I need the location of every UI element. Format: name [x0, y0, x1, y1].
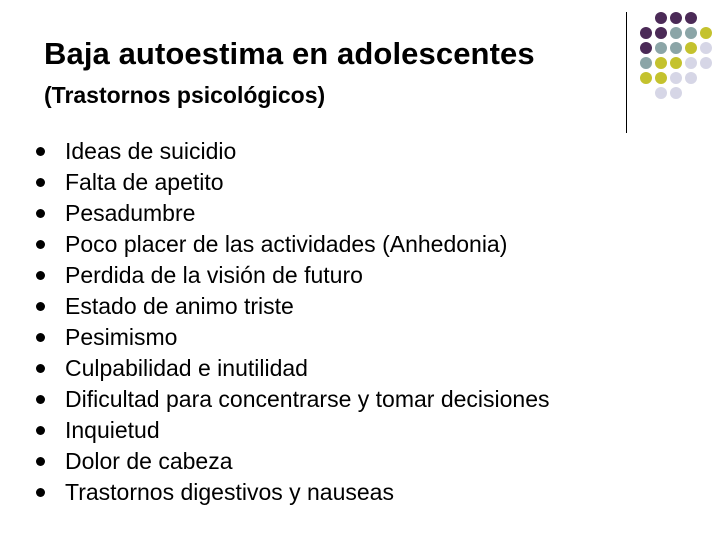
bullet-text: Poco placer de las actividades (Anhedonia): [65, 231, 508, 257]
bullet-marker: [36, 395, 45, 404]
decorative-dot: [670, 12, 682, 24]
decorative-dot: [655, 72, 667, 84]
bullet-text: Dificultad para concentrarse y tomar decisiones: [65, 386, 550, 412]
bullet-item: [36, 415, 550, 446]
bullet-text: Culpabilidad e inutilidad: [65, 355, 308, 381]
bullet-text: Estado de animo triste: [65, 293, 294, 319]
bullet-item: [36, 477, 550, 508]
bullet-marker: [36, 147, 45, 156]
bullet-item: [36, 446, 550, 477]
decorative-dot: [685, 12, 697, 24]
decorative-dot: [700, 27, 712, 39]
bullet-marker: [36, 178, 45, 187]
decorative-dot: [685, 42, 697, 54]
decorative-dot: [655, 57, 667, 69]
decorative-dot: [670, 27, 682, 39]
decorative-dot: [640, 42, 652, 54]
decorative-dot: [640, 27, 652, 39]
decorative-dot: [685, 27, 697, 39]
decorative-divider: [626, 12, 627, 133]
bullet-list: [36, 136, 550, 508]
decorative-dot: [670, 72, 682, 84]
decorative-dot: [685, 72, 697, 84]
bullet-item: [36, 322, 550, 353]
bullet-text: Dolor de cabeza: [65, 448, 233, 474]
decorative-dot: [685, 57, 697, 69]
decorative-dot: [655, 42, 667, 54]
decorative-dot: [640, 72, 652, 84]
bullet-marker: [36, 457, 45, 466]
decorative-dot: [700, 42, 712, 54]
bullet-item: [36, 167, 550, 198]
decorative-dot: [640, 57, 652, 69]
decorative-dot: [655, 87, 667, 99]
bullet-item: [36, 229, 550, 260]
bullet-marker: [36, 488, 45, 497]
bullet-item: [36, 136, 550, 167]
decorative-dot: [655, 12, 667, 24]
decorative-dot-grid: [640, 12, 720, 122]
bullet-item: [36, 260, 550, 291]
bullet-marker: [36, 426, 45, 435]
slide-subtitle: (Trastornos psicológicos): [44, 82, 326, 108]
bullet-item: [36, 353, 550, 384]
bullet-text: Inquietud: [65, 417, 160, 443]
bullet-marker: [36, 209, 45, 218]
bullet-item: [36, 291, 550, 322]
bullet-marker: [36, 302, 45, 311]
bullet-text: Trastornos digestivos y nauseas: [65, 479, 394, 505]
bullet-text: Perdida de la visión de futuro: [65, 262, 363, 288]
bullet-marker: [36, 364, 45, 373]
bullet-text: Pesimismo: [65, 324, 178, 350]
bullet-marker: [36, 333, 45, 342]
decorative-dot: [670, 87, 682, 99]
bullet-item: [36, 198, 550, 229]
bullet-text: Pesadumbre: [65, 200, 196, 226]
bullet-marker: [36, 271, 45, 280]
bullet-text: Falta de apetito: [65, 169, 224, 195]
decorative-dot: [670, 42, 682, 54]
decorative-dot: [670, 57, 682, 69]
decorative-dot: [700, 57, 712, 69]
bullet-item: [36, 384, 550, 415]
slide-title: Baja autoestima en adolescentes: [44, 36, 535, 71]
decorative-dot: [655, 27, 667, 39]
bullet-marker: [36, 240, 45, 249]
bullet-text: Ideas de suicidio: [65, 138, 237, 164]
